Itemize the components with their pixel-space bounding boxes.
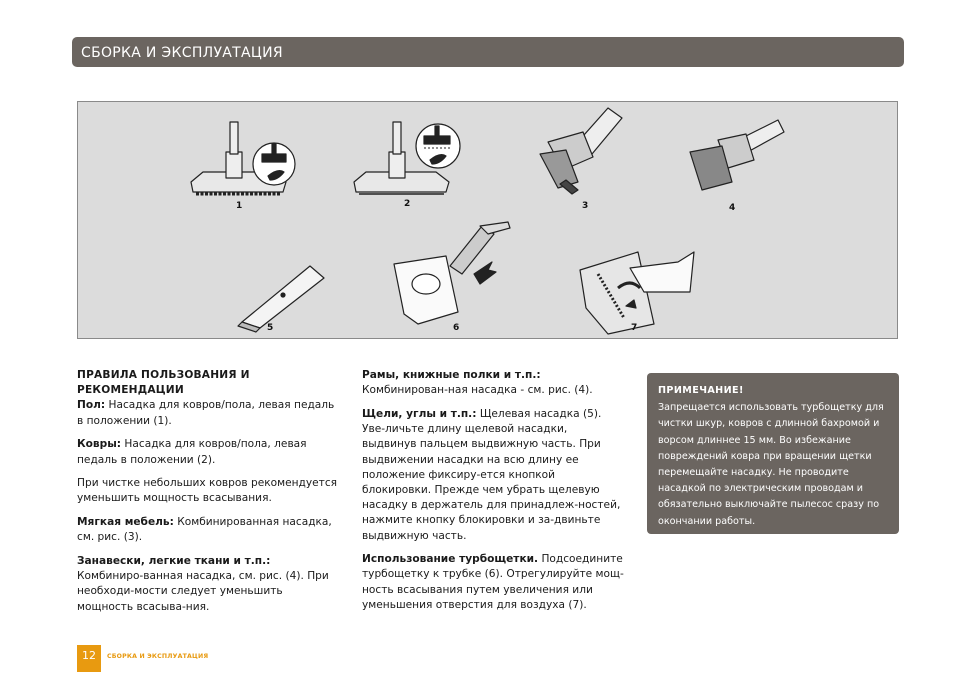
page-number: 12	[77, 645, 101, 672]
floor-nozzle-illustration-1	[191, 122, 295, 194]
figure-label-6: 6	[453, 323, 460, 333]
figure-label-7: 7	[631, 323, 638, 333]
paragraph-crevices: Щели, углы и т.п.: Щелевая насадка (5). Уве-личьте длину щелевой насадки, выдвинув пальцем выдвижную часть. При выдвижении насадки на всю длину ее положение фиксиру-ется кнопкой блокировки. Прежде чем убрать щелевую насадку в держатель для принадлеж-ностей, нажмите кнопку блокировки и за-двиньте выдвижную часть.	[362, 407, 621, 542]
section-title: СБОРКА И ЭКСПЛУАТАЦИЯ	[81, 45, 283, 61]
note-box	[647, 373, 899, 534]
brush-nozzle-illustration-4	[690, 120, 784, 190]
figure-label-2: 2	[404, 199, 411, 209]
note-title: ПРИМЕЧАНИЕ!	[658, 385, 744, 396]
figure-label-3: 3	[582, 201, 589, 211]
text-column-1	[77, 368, 339, 623]
paragraph-small-carpets: При чистке небольших ковров рекомендуется уменьшить мощность всасывания.	[77, 477, 338, 505]
note-text: Запрещается использовать турбощетку для чистки шкур, ковров с длинной бахромой и ворсом длиннее 15 мм. Во избежание повреждений ковра при вращении щетки перемещайте насадку. Не проводите насадкой по электрическим проводам и обязательно выключайте пылесос сразу по окончании работы.	[658, 402, 884, 527]
figure-label-4: 4	[729, 203, 736, 213]
crevice-nozzle-illustration-5	[238, 266, 324, 332]
paragraph-turbo-brush: Использование турбощетки. Подсоедините турбощетку к трубке (6). Отрегулируйте мощ-ность всасывания путем увеличения или уменьшения отверстия для воздуха (7).	[362, 553, 624, 611]
turbo-brush-illustration-7	[580, 252, 694, 334]
paragraph-curtains: Занавески, легкие ткани и т.п.: Комбиниро-ванная насадка, см. рис. (4). При необходи-мости следует уменьшить мощность всасыва-ния.	[77, 555, 329, 613]
figure-label-5: 5	[267, 323, 274, 333]
rules-heading: ПРАВИЛА ПОЛЬЗОВАНИЯ И РЕКОМЕНДАЦИИ	[77, 369, 250, 397]
floor-nozzle-illustration-2	[354, 122, 460, 194]
paragraph-carpets: Ковры: Насадка для ковров/пола, левая педаль в положении (2).	[77, 438, 307, 466]
turbo-brush-illustration-6	[394, 222, 510, 324]
paragraph-upholstery: Мягкая мебель: Комбинированная насадка, см. рис. (3).	[77, 516, 332, 544]
figure-label-1: 1	[236, 201, 243, 211]
paragraph-frames: Рамы, книжные полки и т.п.: Комбинирован-ная насадка - см. рис. (4).	[362, 369, 593, 397]
combination-nozzle-illustration-3	[540, 108, 622, 194]
illustration-panel	[77, 101, 898, 339]
illustrations-svg	[78, 102, 899, 340]
footer-section-label: СБОРКА И ЭКСПЛУАТАЦИЯ	[107, 653, 209, 660]
text-column-2	[362, 368, 624, 622]
section-header-bar	[72, 37, 904, 67]
paragraph-floor: Пол: Насадка для ковров/пола, левая педаль в положении (1).	[77, 399, 335, 427]
